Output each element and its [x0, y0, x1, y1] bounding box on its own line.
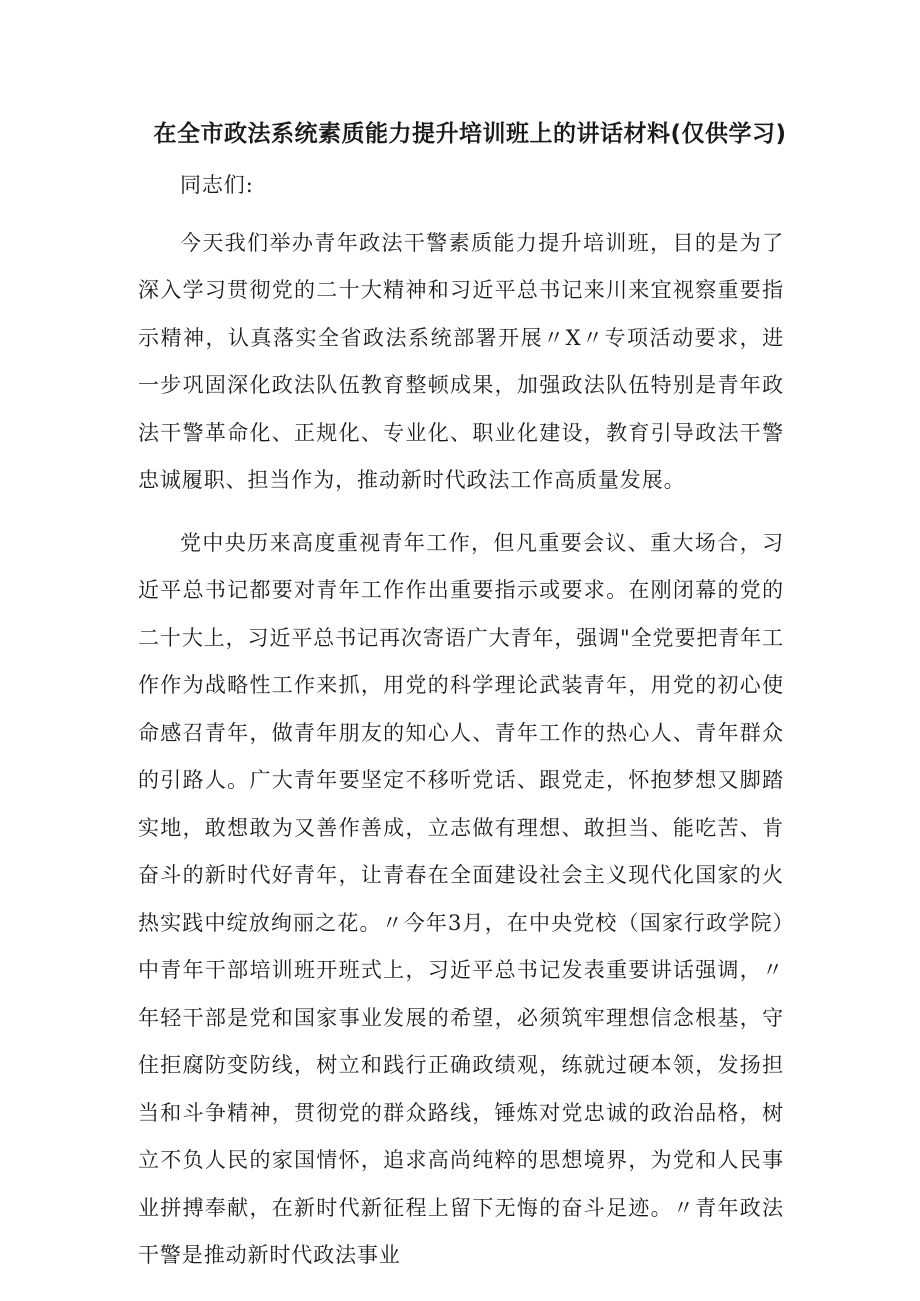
document-title: 在全市政法系统素质能力提升培训班上的讲话材料(仅供学习) [153, 121, 787, 147]
paragraph-2: 党中央历来高度重视青年工作，但凡重要会议、重大场合，习近平总书记都要对青年工作作出重要指示或要求。在刚闭幕的党的二十大上，习近平总书记再次寄语广大青年，强调"全党要把青年工作作为战略性工作来抓，用党的科学理论武装青年，用党的初心使命感召青年，做青年朋友的知心人、青年工作的热心人、青年群众的引路人。广大青年要坚定不移听党话、跟党走，怀抱梦想又脚踏实地，敢想敢为又善作善成，立志做有理想、敢担当、能吃苦、肯奋斗的新时代好青年，让青春在全面建设社会主义现代化国家的火热实践中绽放绚丽之花。〃今年3月，在中央党校（国家行政学院）中青年干部培训班开班式上，习近平总书记发表重要讲话强调，〃年轻干部是党和国家事业发展的希望，必须筑牢理想信念根基，守住拒腐防变防线，树立和践行正确政绩观，练就过硬本领，发扬担当和斗争精神，贯彻党的群众路线，锤炼对党忠诚的政治品格，树立不负人民的家国情怀，追求高尚纯粹的思想境界，为党和人民事业拼搏奉献，在新时代新征程上留下无悔的奋斗足迹。〃青年政法干警是推动新时代政法事业 [138, 530, 784, 1267]
salutation: 同志们: [180, 173, 254, 197]
paragraph-1: 今天我们举办青年政法干警素质能力提升培训班，目的是为了深入学习贯彻党的二十大精神和习近平总书记来川来宜视察重要指示精神，认真落实全省政法系统部署开展〃X〃专项活动要求，进一步巩固深化政法队伍教育整顿成果，加强政法队伍特别是青年政法干警革命化、正规化、专业化、职业化建设，教育引导政法干警忠诚履职、担当作为，推动新时代政法工作高质量发展。 [138, 230, 784, 492]
document-body [138, 162, 784, 1295]
